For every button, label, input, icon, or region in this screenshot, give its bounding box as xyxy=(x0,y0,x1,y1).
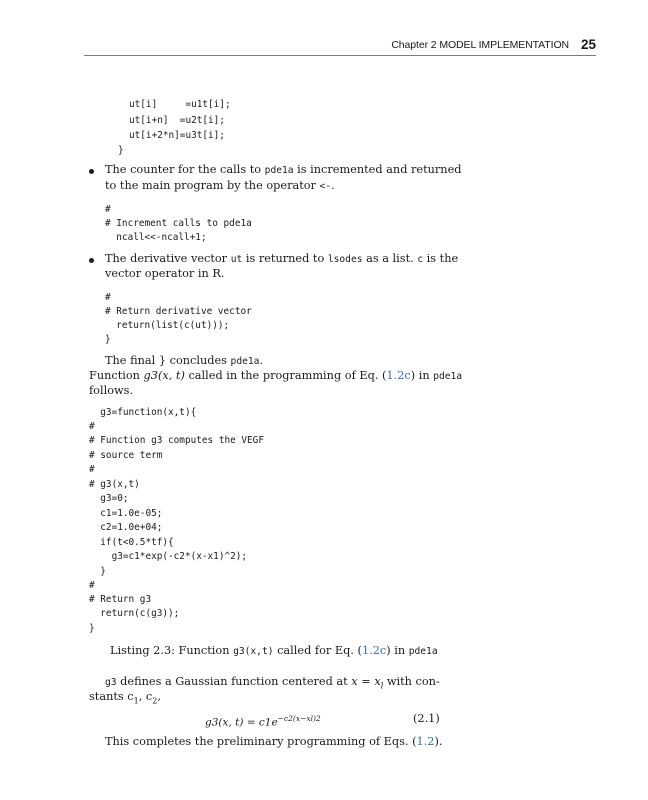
page-number: 25 xyxy=(580,37,596,52)
code-line: } xyxy=(118,145,124,156)
code-line: ut[i+n] =u2t[i]; xyxy=(129,115,225,126)
inline-code: pde1a xyxy=(408,646,438,657)
inline-code: ut xyxy=(230,254,243,265)
code-line: g3=function(x,t){ xyxy=(89,407,197,418)
equation-2-1: g3(x, $t) = c1e^{-c2(x-xl)2}$ xyxy=(205,714,321,729)
eq-ref-link[interactable]: 1.2 xyxy=(416,735,435,748)
bullet1-line2: to the main program by the operator <-. xyxy=(105,179,335,192)
function-intro-line2: follows. xyxy=(89,384,134,397)
code-line: return(list(c(ut))); xyxy=(105,320,230,331)
code-line: # xyxy=(89,580,95,591)
inline-code: c xyxy=(417,254,424,265)
code-line: # Return derivative vector xyxy=(105,306,252,317)
function-intro-line1: Function g3(x, t) called in the programming of Eq. (1.2c) in pde1a xyxy=(89,369,463,382)
inline-code: pde1a xyxy=(230,356,260,367)
code-line: ut[i] =u1t[i]; xyxy=(129,99,231,110)
code-line: c1=1.0e-05; xyxy=(89,508,163,519)
code-line: ut[i+2*n]=u3t[i]; xyxy=(129,130,225,141)
listing-caption: Listing 2.3: Function g3(x,t) called for Eq. (1.2c) in pde1a xyxy=(110,644,438,657)
code-line: # Function g3 computes the VEGF xyxy=(89,435,264,446)
code-line: # Return g3 xyxy=(89,594,152,605)
final-line: The final } concludes pde1a. xyxy=(105,354,264,367)
code-line: # source term xyxy=(89,450,163,461)
inline-code: g3 xyxy=(105,677,117,688)
code-line: ncall<<-ncall+1; xyxy=(105,232,207,243)
math-inline: g3(x, t) xyxy=(143,369,185,382)
bullet-dot xyxy=(89,169,94,174)
chapter-title: Chapter 2 MODEL IMPLEMENTATION xyxy=(391,39,569,51)
code-line: # xyxy=(105,204,111,215)
code-line: # xyxy=(89,464,95,475)
eq-ref-link[interactable]: 1.2c xyxy=(361,644,387,657)
running-header xyxy=(0,37,596,55)
code-line: # xyxy=(89,421,95,432)
bullet-dot xyxy=(89,258,94,263)
code-line: g3=c1*exp(-c2*(x-x1)^2); xyxy=(89,551,248,562)
code-line: } xyxy=(105,334,111,345)
code-line: } xyxy=(89,623,95,634)
bullet2-line2: vector operator in R. xyxy=(105,267,225,280)
bullet1-line1: The counter for the calls to pde1a is incremented and returned xyxy=(105,163,462,176)
code-line: } xyxy=(89,566,106,577)
eq-ref-link[interactable]: 1.2c xyxy=(386,369,411,382)
bullet2-line1: The derivative vector ut is returned to lsodes as a list. c is the xyxy=(105,252,459,265)
code-line: # xyxy=(105,292,111,303)
header-rule xyxy=(84,55,596,56)
closing-line: This completes the preliminary programming of Eqs. (1.2). xyxy=(105,735,443,748)
code-line: if(t<0.5*tf){ xyxy=(89,537,174,548)
inline-code: lsodes xyxy=(327,254,363,265)
inline-code: pde1a xyxy=(433,371,463,382)
inline-code: <- xyxy=(319,181,332,192)
inline-code: pde1a xyxy=(264,165,294,176)
code-line: # g3(x,t) xyxy=(89,479,140,490)
g3-desc-line2: stants $c_1$, $c_2$, xyxy=(89,690,161,706)
code-line: g3=0; xyxy=(89,493,129,504)
g3-desc-line1: g3 defines a Gaussian function centered at $x = x_l$ with con- xyxy=(105,675,440,691)
equation-number: (2.1) xyxy=(413,712,440,725)
code-line: # Increment calls to pde1a xyxy=(105,218,252,229)
inline-code: g3(x,t) xyxy=(233,646,274,657)
code-line: return(c(g3)); xyxy=(89,608,180,619)
code-line: c2=1.0e+04; xyxy=(89,522,163,533)
